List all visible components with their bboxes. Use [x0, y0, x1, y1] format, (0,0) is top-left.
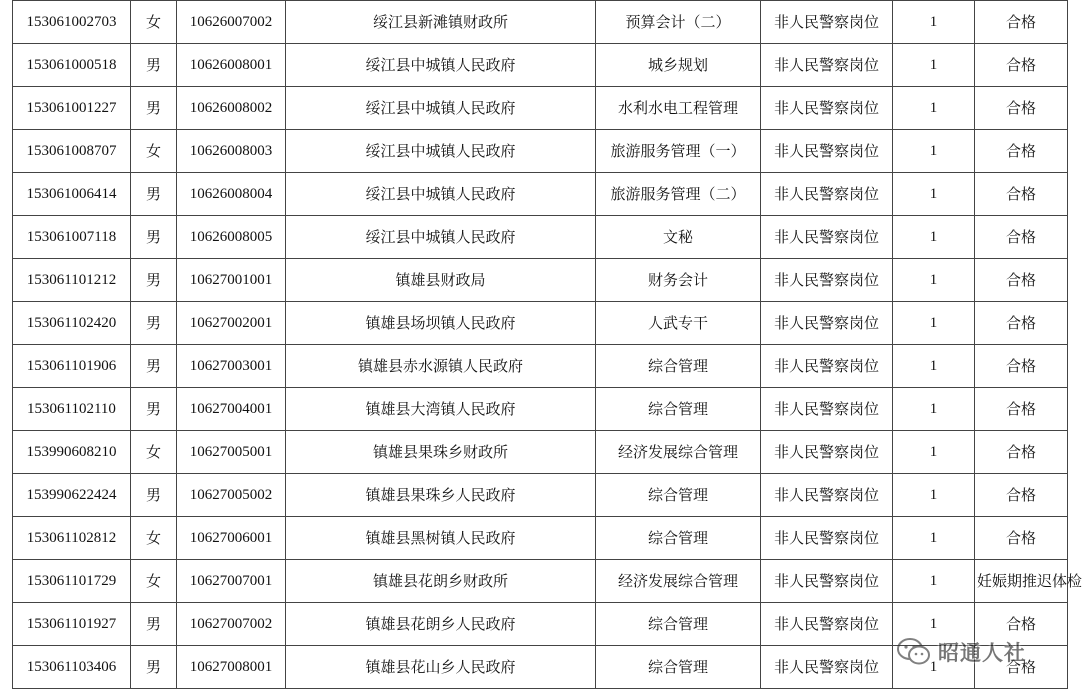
gender-cell: 男	[131, 259, 177, 302]
post-name-cell: 经济发展综合管理	[596, 431, 761, 474]
post-name-cell: 综合管理	[596, 345, 761, 388]
candidate-id-cell: 153061101212	[13, 259, 131, 302]
hire-count-cell: 1	[893, 259, 975, 302]
unit-name-cell: 绥江县中城镇人民政府	[286, 216, 596, 259]
post-category-cell: 非人民警察岗位	[761, 388, 893, 431]
post-category-cell: 非人民警察岗位	[761, 560, 893, 603]
table-row	[13, 345, 1068, 388]
hire-count-cell: 1	[893, 130, 975, 173]
post-code-cell: 10627007002	[177, 603, 286, 646]
post-name-cell: 文秘	[596, 216, 761, 259]
table-row	[13, 646, 1068, 689]
gender-cell: 女	[131, 130, 177, 173]
table-row	[13, 517, 1068, 560]
post-category-cell: 非人民警察岗位	[761, 517, 893, 560]
gender-cell: 男	[131, 646, 177, 689]
post-category-cell: 非人民警察岗位	[761, 130, 893, 173]
post-category-cell: 非人民警察岗位	[761, 345, 893, 388]
candidate-id-cell: 153990608210	[13, 431, 131, 474]
table-row	[13, 302, 1068, 345]
post-category-cell: 非人民警察岗位	[761, 603, 893, 646]
unit-name-cell: 镇雄县花朗乡财政所	[286, 560, 596, 603]
post-name-cell: 旅游服务管理（二）	[596, 173, 761, 216]
result-cell: 合格	[975, 474, 1068, 517]
table-row	[13, 44, 1068, 87]
unit-name-cell: 镇雄县赤水源镇人民政府	[286, 345, 596, 388]
hire-count-cell: 1	[893, 646, 975, 689]
post-category-cell: 非人民警察岗位	[761, 646, 893, 689]
post-name-cell: 旅游服务管理（一）	[596, 130, 761, 173]
unit-name-cell: 绥江县中城镇人民政府	[286, 44, 596, 87]
table-row	[13, 216, 1068, 259]
table-body	[13, 1, 1082, 689]
candidate-id-cell: 153061007118	[13, 216, 131, 259]
gender-cell: 女	[131, 431, 177, 474]
hire-count-cell: 1	[893, 44, 975, 87]
unit-name-cell: 镇雄县场坝镇人民政府	[286, 302, 596, 345]
hire-count-cell: 1	[893, 603, 975, 646]
candidate-id-cell: 153061102110	[13, 388, 131, 431]
post-name-cell: 综合管理	[596, 517, 761, 560]
gender-cell: 男	[131, 302, 177, 345]
gender-cell: 女	[131, 1, 177, 44]
table-row	[13, 431, 1068, 474]
candidate-id-cell: 153061001227	[13, 87, 131, 130]
result-cell: 合格	[975, 1, 1068, 44]
candidate-id-cell: 153061101927	[13, 603, 131, 646]
table-row	[13, 388, 1068, 431]
post-code-cell: 10627006001	[177, 517, 286, 560]
result-cell: 合格	[975, 259, 1068, 302]
post-category-cell: 非人民警察岗位	[761, 173, 893, 216]
post-category-cell: 非人民警察岗位	[761, 474, 893, 517]
hire-count-cell: 1	[893, 173, 975, 216]
post-name-cell: 预算会计（二）	[596, 1, 761, 44]
result-cell: 妊娠期推迟体检	[975, 560, 1068, 603]
post-code-cell: 10627004001	[177, 388, 286, 431]
result-cell: 合格	[975, 388, 1068, 431]
candidate-id-cell: 153061101906	[13, 345, 131, 388]
result-cell: 合格	[975, 517, 1068, 560]
candidate-id-cell: 153061101729	[13, 560, 131, 603]
hire-count-cell: 1	[893, 517, 975, 560]
gender-cell: 男	[131, 44, 177, 87]
table-row	[13, 259, 1068, 302]
hire-count-cell: 1	[893, 216, 975, 259]
post-name-cell: 财务会计	[596, 259, 761, 302]
candidate-id-cell: 153061102420	[13, 302, 131, 345]
post-name-cell: 人武专干	[596, 302, 761, 345]
unit-name-cell: 镇雄县花朗乡人民政府	[286, 603, 596, 646]
result-cell: 合格	[975, 345, 1068, 388]
unit-name-cell: 镇雄县果珠乡财政所	[286, 431, 596, 474]
post-name-cell: 水利水电工程管理	[596, 87, 761, 130]
result-cell: 合格	[975, 173, 1068, 216]
hire-count-cell: 1	[893, 560, 975, 603]
table-row	[13, 173, 1068, 216]
post-category-cell: 非人民警察岗位	[761, 44, 893, 87]
result-cell: 合格	[975, 87, 1068, 130]
table-row	[13, 560, 1068, 603]
result-cell: 合格	[975, 603, 1068, 646]
result-cell: 合格	[975, 44, 1068, 87]
result-cell: 合格	[975, 130, 1068, 173]
gender-cell: 男	[131, 474, 177, 517]
table-row	[13, 1, 1068, 44]
unit-name-cell: 镇雄县大湾镇人民政府	[286, 388, 596, 431]
post-code-cell: 10627005001	[177, 431, 286, 474]
table-row	[13, 603, 1068, 646]
post-category-cell: 非人民警察岗位	[761, 216, 893, 259]
gender-cell: 男	[131, 603, 177, 646]
gender-cell: 男	[131, 87, 177, 130]
post-code-cell: 10626008005	[177, 216, 286, 259]
candidate-id-cell: 153061008707	[13, 130, 131, 173]
gender-cell: 女	[131, 517, 177, 560]
gender-cell: 男	[131, 388, 177, 431]
gender-cell: 男	[131, 345, 177, 388]
hire-count-cell: 1	[893, 1, 975, 44]
post-name-cell: 经济发展综合管理	[596, 560, 761, 603]
gender-cell: 男	[131, 216, 177, 259]
result-cell: 合格	[975, 646, 1068, 689]
candidate-id-cell: 153990622424	[13, 474, 131, 517]
result-cell: 合格	[975, 431, 1068, 474]
post-category-cell: 非人民警察岗位	[761, 431, 893, 474]
unit-name-cell: 镇雄县花山乡人民政府	[286, 646, 596, 689]
unit-name-cell: 绥江县新滩镇财政所	[286, 1, 596, 44]
post-name-cell: 综合管理	[596, 646, 761, 689]
post-code-cell: 10626007002	[177, 1, 286, 44]
post-category-cell: 非人民警察岗位	[761, 1, 893, 44]
table-row	[13, 130, 1068, 173]
result-cell: 合格	[975, 302, 1068, 345]
table-row	[13, 87, 1068, 130]
hire-count-cell: 1	[893, 431, 975, 474]
candidate-id-cell: 153061103406	[13, 646, 131, 689]
result-cell: 合格	[975, 216, 1068, 259]
post-code-cell: 10627001001	[177, 259, 286, 302]
post-name-cell: 城乡规划	[596, 44, 761, 87]
results-table	[12, 0, 1082, 689]
hire-count-cell: 1	[893, 302, 975, 345]
candidate-id-cell: 153061002703	[13, 1, 131, 44]
hire-count-cell: 1	[893, 388, 975, 431]
watermark-text: 昭通人社	[938, 641, 1026, 665]
post-code-cell: 10626008001	[177, 44, 286, 87]
post-code-cell: 10626008003	[177, 130, 286, 173]
post-code-cell: 10627008001	[177, 646, 286, 689]
unit-name-cell: 绥江县中城镇人民政府	[286, 173, 596, 216]
unit-name-cell: 绥江县中城镇人民政府	[286, 87, 596, 130]
unit-name-cell: 镇雄县财政局	[286, 259, 596, 302]
post-code-cell: 10627007001	[177, 560, 286, 603]
hire-count-cell: 1	[893, 474, 975, 517]
gender-cell: 女	[131, 560, 177, 603]
post-code-cell: 10627003001	[177, 345, 286, 388]
candidate-id-cell: 153061006414	[13, 173, 131, 216]
post-name-cell: 综合管理	[596, 474, 761, 517]
unit-name-cell: 镇雄县黑树镇人民政府	[286, 517, 596, 560]
table-row	[13, 474, 1068, 517]
post-code-cell: 10626008004	[177, 173, 286, 216]
hire-count-cell: 1	[893, 345, 975, 388]
post-code-cell: 10626008002	[177, 87, 286, 130]
post-name-cell: 综合管理	[596, 603, 761, 646]
post-code-cell: 10627002001	[177, 302, 286, 345]
unit-name-cell: 绥江县中城镇人民政府	[286, 130, 596, 173]
hire-count-cell: 1	[893, 87, 975, 130]
post-category-cell: 非人民警察岗位	[761, 259, 893, 302]
post-category-cell: 非人民警察岗位	[761, 302, 893, 345]
unit-name-cell: 镇雄县果珠乡人民政府	[286, 474, 596, 517]
post-name-cell: 综合管理	[596, 388, 761, 431]
post-code-cell: 10627005002	[177, 474, 286, 517]
gender-cell: 男	[131, 173, 177, 216]
post-category-cell: 非人民警察岗位	[761, 87, 893, 130]
candidate-id-cell: 153061102812	[13, 517, 131, 560]
candidate-id-cell: 153061000518	[13, 44, 131, 87]
